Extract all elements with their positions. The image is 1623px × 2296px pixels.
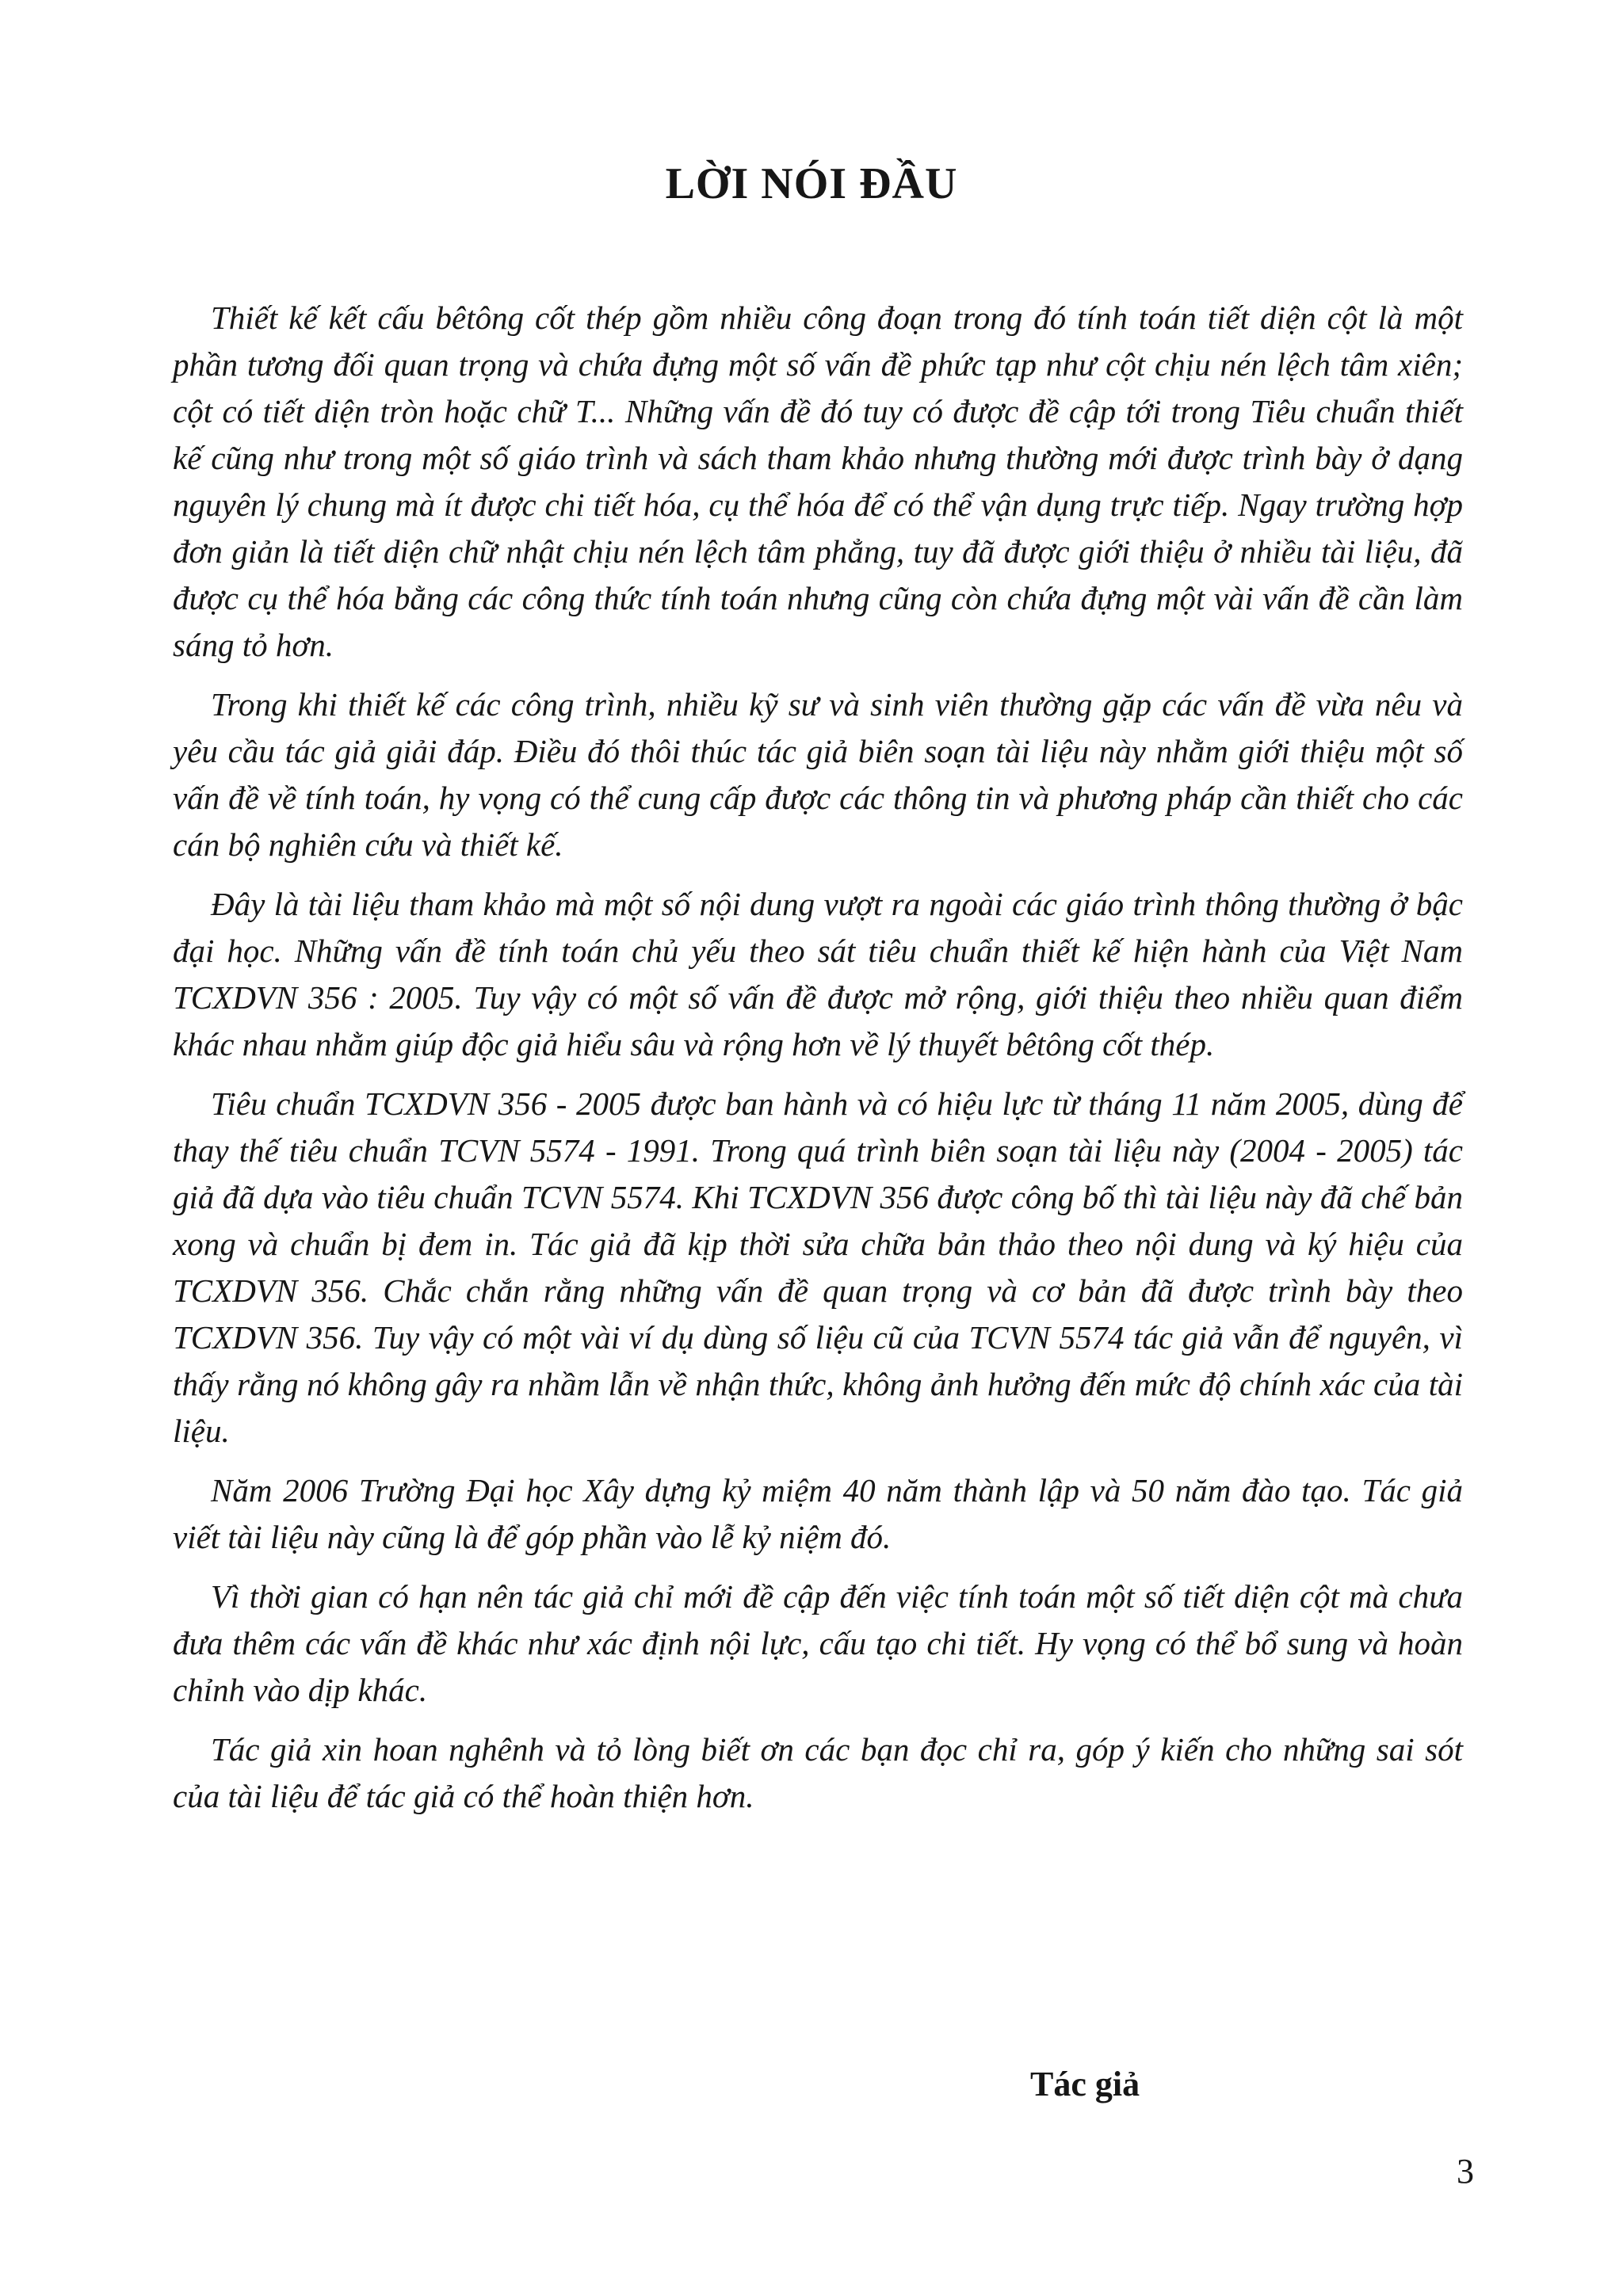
paragraph: Tiêu chuẩn TCXDVN 356 - 2005 được ban hành và có hiệu lực từ tháng 11 năm 2005, dùng để thay thế tiêu chuẩn TCVN 5574 - 1991. Trong quá trình biên soạn tài liệu này (2004 - 2005) tác giả đã dựa vào tiêu chuẩn TCVN 5574. Khi TCXDVN 356 được công bố thì tài liệu này đã chế bản xong và chuẩn bị đem in. Tác giả đã kịp thời sửa chữa bản thảo theo nội dung và ký hiệu của TCXDVN 356. Chắc chắn rằng những vấn đề quan trọng và cơ bản đã được trình bày theo TCXDVN 356. Tuy vậy có một vài ví dụ dùng số liệu cũ của TCVN 5574 tác giả vẫn để nguyên, vì thấy rằng nó không gây ra nhầm lẫn về nhận thức, không ảnh hưởng đến mức độ chính xác của tài liệu.	[173, 1085, 1463, 1449]
author-signature: Tác giả	[1030, 2065, 1140, 2103]
paragraph: Trong khi thiết kế các công trình, nhiều kỹ sư và sinh viên thường gặp các vấn đề vừa nêu và yêu cầu tác giả giải đáp. Điều đó thôi thúc tác giả biên soạn tài liệu này nhằm giới thiệu một số vấn đề về tính toán, hy vọng có thể cung cấp được các thông tin và phương pháp cần thiết cho các cán bộ nghiên cứu và thiết kế.	[173, 686, 1463, 863]
paragraph: Thiết kế kết cấu bêtông cốt thép gồm nhiều công đoạn trong đó tính toán tiết diện cột là một phần tương đối quan trọng và chứa đựng một số vấn đề phức tạp như cột chịu nén lệch tâm xiên; cột có tiết diện tròn hoặc chữ T... Những vấn đề đó tuy có được đề cập tới trong Tiêu chuẩn thiết kế cũng như trong một số giáo trình và sách tham khảo nhưng thường mới được trình bày ở dạng nguyên lý chung mà ít được chi tiết hóa, cụ thể hóa để có thể vận dụng trực tiếp. Ngay trường hợp đơn giản là tiết diện chữ nhật chịu nén lệch tâm phẳng, tuy đã được giới thiệu ở nhiều tài liệu, đã được cụ thể hóa bằng các công thức tính toán nhưng cũng còn chứa đựng một vài vấn đề cần làm sáng tỏ hơn.	[173, 299, 1463, 663]
paragraph: Vì thời gian có hạn nên tác giả chỉ mới đề cập đến việc tính toán một số tiết diện cột mà chưa đưa thêm các vấn đề khác như xác định nội lực, cấu tạo chi tiết. Hy vọng có thể bổ sung và hoàn chỉnh vào dịp khác.	[173, 1578, 1463, 1708]
paragraph: Năm 2006 Trường Đại học Xây dựng kỷ miệm 40 năm thành lập và 50 năm đào tạo. Tác giả viết tài liệu này cũng là để góp phần vào lễ kỷ niệm đó.	[173, 1472, 1463, 1555]
body-text	[173, 295, 1463, 1833]
page-title: LỜI NÓI ĐẦU	[665, 159, 958, 208]
paragraph: Đây là tài liệu tham khảo mà một số nội dung vượt ra ngoài các giáo trình thông thường ở bậc đại học. Những vấn đề tính toán chủ yếu theo sát tiêu chuẩn thiết kế hiện hành của Việt Nam TCXDVN 356 : 2005. Tuy vậy có một số vấn đề được mở rộng, giới thiệu theo nhiều quan điểm khác nhau nhằm giúp độc giả hiểu sâu và rộng hơn về lý thuyết bêtông cốt thép.	[173, 886, 1463, 1062]
paragraph: Tác giả xin hoan nghênh và tỏ lòng biết ơn các bạn đọc chỉ ra, góp ý kiến cho những sai sót của tài liệu để tác giả có thể hoàn thiện hơn.	[173, 1731, 1463, 1814]
page-number: 3	[1457, 2152, 1474, 2191]
